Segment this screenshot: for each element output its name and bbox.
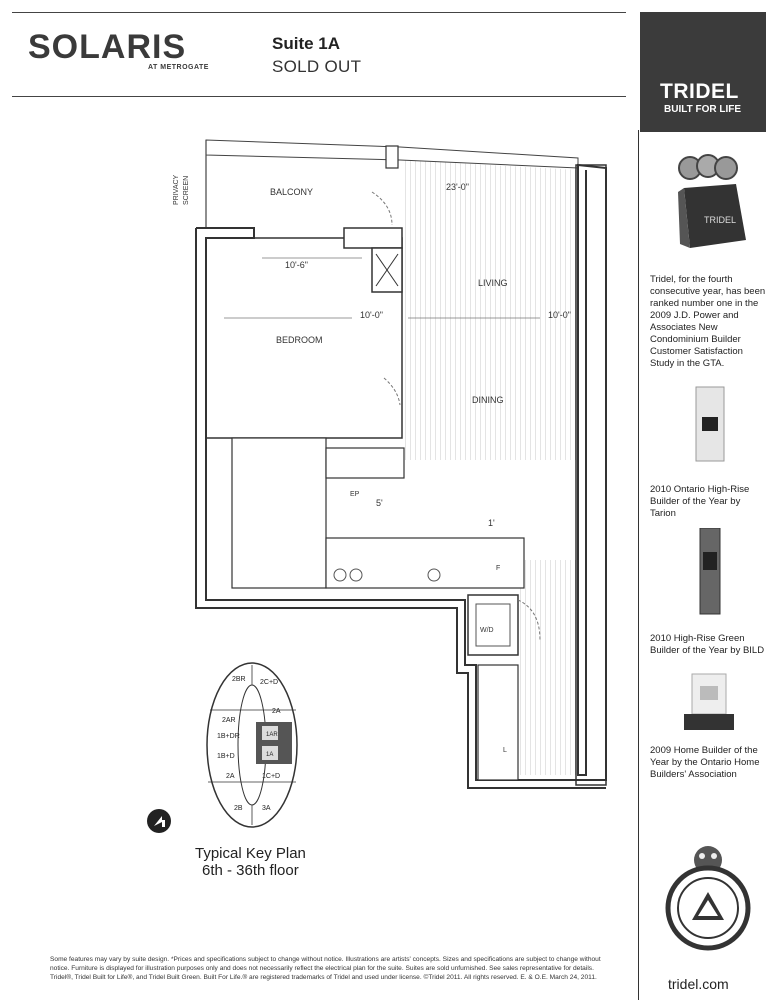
key-unit-3a: 3A — [262, 805, 271, 812]
solaris-logo-subtitle: AT METROGATE — [148, 64, 209, 71]
bedroom-label: BEDROOM — [276, 335, 323, 345]
tridel-website[interactable]: tridel.com — [668, 976, 729, 992]
suite-title: Suite 1A — [272, 34, 341, 53]
key-unit-2a-top: 2A — [272, 708, 281, 715]
award-ohba: 2009 Home Builder of the Year by the Ontario Home Builders' Association — [650, 745, 760, 780]
tridel-tagline: BUILT FOR LIFE — [664, 104, 742, 115]
privacy-screen-label-1: PRIVACY — [173, 174, 180, 205]
award-jd-power: Tridel, for the fourth consecutive year, has been ranked number one in the 2009 J.D. Power and Associates New Condominium Builder Customer Satisfaction Study in the GTA. — [650, 274, 766, 369]
key-unit-2br: 2BR — [232, 676, 246, 683]
trophy-label: TRIDEL — [704, 215, 737, 225]
key-unit-2ar: 2AR — [222, 717, 236, 724]
tarion-award-image — [690, 385, 730, 465]
solaris-logo: SOLARIS — [28, 28, 187, 66]
ohba-award-image — [680, 668, 740, 738]
tridel-logo: TRIDEL — [660, 80, 739, 103]
tridel-built-green-seal — [658, 840, 758, 955]
award-tarion: 2010 Ontario High-Rise Builder of the Year by Tarion — [650, 484, 750, 519]
key-plan-floors: 6th - 36th floor — [202, 862, 299, 879]
fridge-label: F — [496, 565, 501, 572]
key-unit-1a: 1A — [266, 752, 274, 758]
hall-floor — [518, 560, 578, 775]
key-plan-caption: Typical Key Plan — [195, 845, 306, 862]
key-unit-2b: 2B — [234, 805, 243, 812]
key-unit-2cd: 2C+D — [260, 679, 279, 686]
suite-status: SOLD OUT — [272, 57, 362, 76]
living-width-dimension: 10'-0" — [548, 310, 571, 320]
key-plan — [200, 660, 320, 835]
balcony-label: BALCONY — [270, 187, 314, 197]
hall-dimension-b: 1' — [488, 518, 495, 528]
hall-dimension-a: 5' — [376, 498, 383, 508]
award-bild: 2010 High-Rise Green Builder of the Year by BILD — [650, 633, 765, 656]
privacy-screen-label-2: SCREEN — [183, 175, 190, 205]
north-arrow-icon — [146, 808, 172, 834]
key-unit-1bdr: 1B+DR — [217, 733, 240, 740]
washer-dryer-label: W/D — [480, 627, 494, 634]
key-unit-1ar: 1AR — [266, 732, 278, 738]
ep-label: EP — [350, 491, 360, 498]
bedroom-width-dimension: 10'-6" — [285, 260, 308, 270]
jd-power-trophy-image — [650, 148, 760, 258]
dining-label: DINING — [472, 395, 504, 405]
key-unit-1cd: 1C+D — [262, 773, 281, 780]
key-unit-2a-bottom: 2A — [226, 773, 235, 780]
bedroom-depth-dimension: 10'-0" — [360, 310, 383, 320]
bild-award-image — [694, 528, 726, 618]
living-label: LIVING — [478, 278, 508, 288]
legal-disclaimer: Some features may vary by suite design. *Prices and specifications subject to change without notice. Illustrations are artists' concepts. Sizes and specifications are subject to change without notice. Furniture is displayed for illustration purposes only and does not necessarily reflect the electrical plan for the suite. Suites are sold unfurnished. See sales representative for details. Tridel®, Tridel Built for Life®, and Tridel Built Green. Built For Life.® are registered trademarks of Tridel and used under license. ©Tridel 2011. All rights reserved. E. & O.E. March 24, 2011. — [50, 956, 601, 981]
balcony-dimension: 23'-0" — [446, 182, 469, 192]
linen-label: L — [503, 747, 507, 754]
key-unit-1bd: 1B+D — [217, 753, 235, 760]
